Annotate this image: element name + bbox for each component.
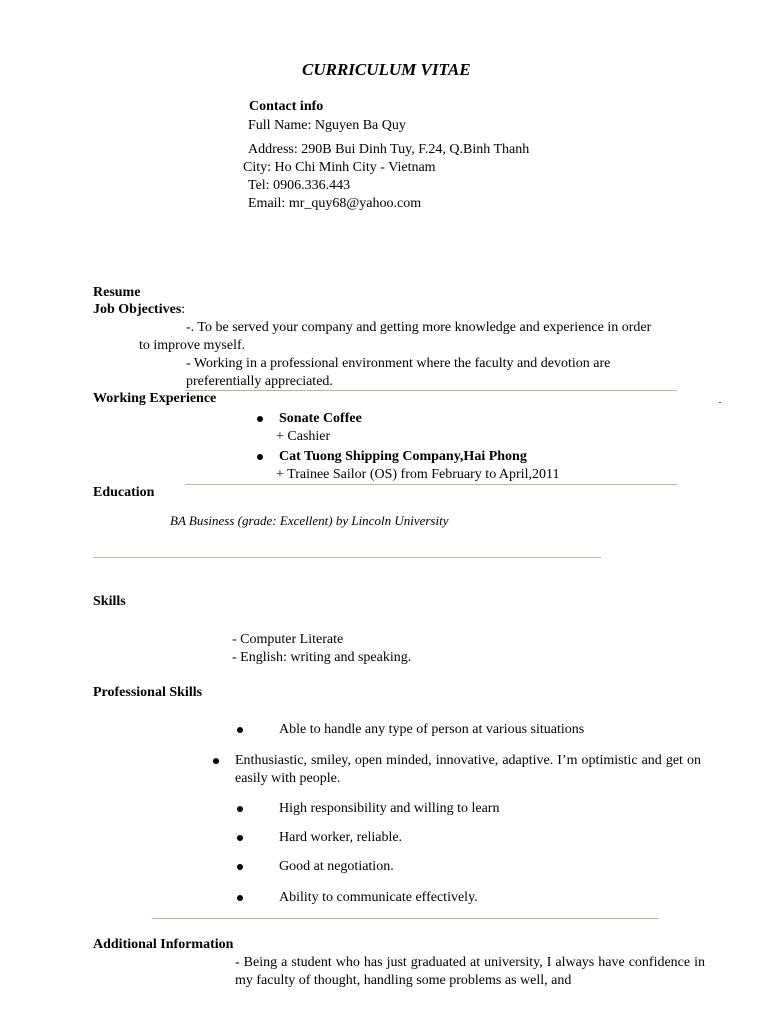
divider-objectives [185,390,677,391]
objective-line-2: to improve myself. [139,338,246,353]
bullet-icon [257,416,263,422]
job-objectives-heading-row [93,301,185,319]
page-title: CURRICULUM VITAE [302,60,471,79]
skill-item-2: - English: writing and speaking. [232,650,412,665]
objective-line-1: -. To be served your company and getting more knowledge and experience in order [186,320,652,335]
bullet-icon [237,895,243,901]
skills-heading: Skills [93,594,126,609]
bullet-icon [257,454,263,460]
additional-information-text: - Being a student who has just graduated at university, I always have confidence in my faculty of thought, handling some problems as well, and [235,955,705,988]
pro-skill-item: Hard worker, reliable. [279,830,403,845]
bullet-icon [237,864,243,870]
education-heading: Education [93,485,155,500]
experience-role-1: + Cashier [276,429,331,444]
divider-experience [185,484,677,485]
bullet-icon [213,758,219,764]
pro-skill-item: Able to handle any type of person at various situations [279,722,585,737]
divider-professional [152,918,659,919]
city: City: Ho Chi Minh City - Vietnam [243,160,436,175]
email: Email: mr_quy68@yahoo.com [248,196,422,211]
divider-education [93,557,601,558]
experience-company-1: Sonate Coffee [279,411,362,426]
professional-skills-heading: Professional Skills [93,685,203,700]
education-entry: BA Business (grade: Excellent) by Lincoln University [170,513,449,528]
experience-company-2: Cat Tuong Shipping Company,Hai Phong [279,449,527,464]
telephone: Tel: 0906.336.443 [248,178,351,193]
pro-skill-item: Enthusiastic, smiley, open minded, innovative, adaptive. I’m optimistic and get on easily with people. [235,753,701,786]
full-name: Full Name: Nguyen Ba Quy [248,118,406,133]
objective-line-4: preferentially appreciated. [186,374,333,389]
job-objectives-colon: : [181,302,186,317]
additional-information-heading: Additional Information [93,937,234,952]
bullet-icon [237,727,243,733]
pro-skill-item: Good at negotiation. [279,859,394,874]
experience-role-2: + Trainee Sailor (OS) from February to April,2011 [276,467,560,482]
pro-skill-item: High responsibility and willing to learn [279,801,500,816]
resume-heading: Resume [93,285,141,300]
stray-mark [719,402,721,403]
bullet-icon [237,806,243,812]
working-experience-heading: Working Experience [93,391,217,406]
skill-item-1: - Computer Literate [232,632,344,647]
pro-skill-item: Ability to communicate effectively. [279,890,478,905]
bullet-icon [237,835,243,841]
address: Address: 290B Bui Dinh Tuy, F.24, Q.Binh Thanh [248,142,530,157]
job-objectives-heading: Job Objectives [93,302,182,317]
objective-line-3: - Working in a professional environment where the faculty and devotion are [186,356,611,371]
contact-heading: Contact info [249,99,324,114]
